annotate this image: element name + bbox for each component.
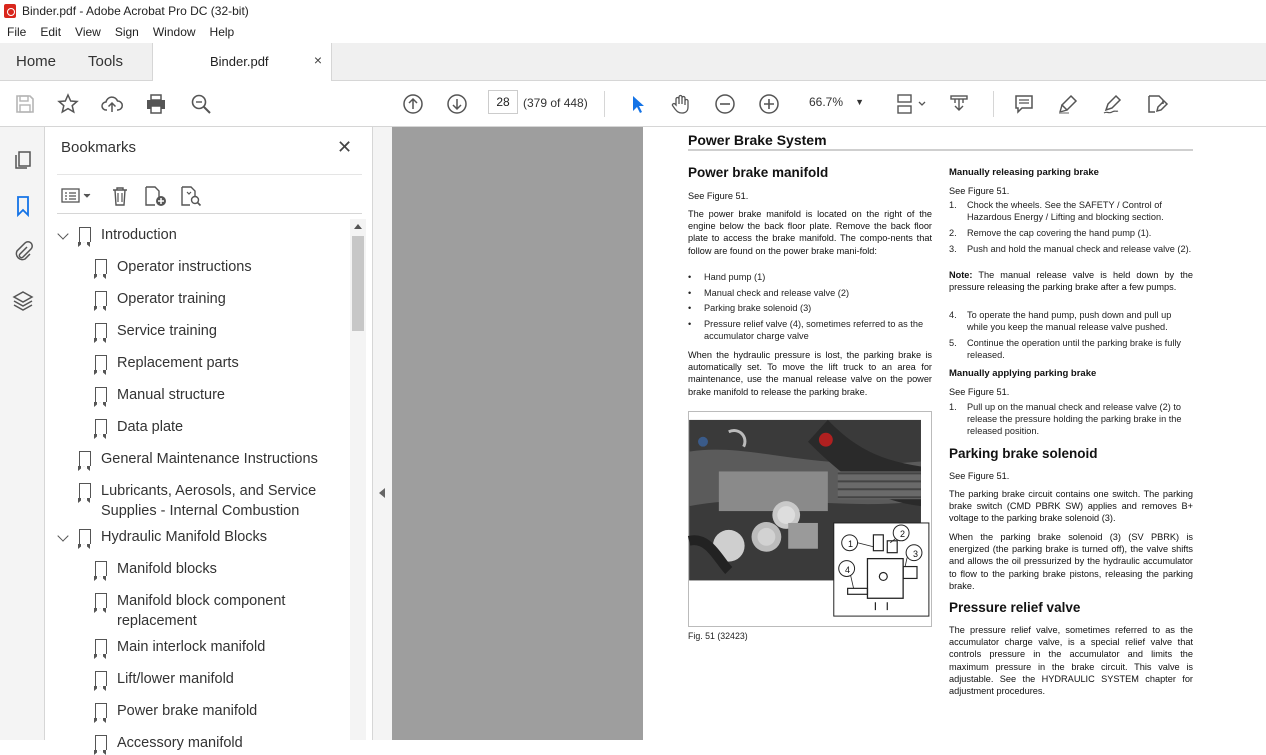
left-navigation-rail [0,127,45,740]
bookmarks-panel [45,127,373,751]
star-icon[interactable] [55,91,81,117]
bookmark-icon [95,703,107,718]
callout-3: 3 [913,549,919,559]
bookmark-label: Manifold blocks [117,561,217,577]
figure-caption: Fig. 51 (32423) [688,631,748,641]
bookmark-label: Power brake manifold [117,703,258,719]
callout-1: 1 [848,539,854,549]
step-item: 1. Chock the wheels. See the SAFETY / Control of Hazardous Energy / Lifting and blocking section. [949,200,1164,223]
attachments-icon[interactable] [10,239,36,265]
menu-sign[interactable]: Sign [114,25,139,39]
paragraph: The pressure relief valve, sometimes referred to as the accumulator charge valve, is a special relief valve that controls pressure in the accumulator and limits the maximum pressure in the brake circuit. This valve is adjustable. See the HYDRAULIC SYSTEM chapter for adjustment procedures. [949,625,1193,697]
bookmark-label: Data plate [117,419,184,435]
scroll-up-arrow-icon[interactable] [354,224,362,229]
section-rule [688,149,1193,151]
bookmark-label: Hydraulic Manifold Blocks [101,529,268,545]
zoom-level-select[interactable] [800,90,868,114]
bookmark-search-icon[interactable] [179,184,205,208]
save-icon[interactable] [12,91,38,117]
bookmark-label: Main interlock manifold [117,639,266,655]
bookmarks-panel-title: Bookmarks [61,139,137,156]
bookmark-label: Lubricants, Aerosols, and Service Supplies - Internal Combustion [101,483,317,519]
close-panel-icon[interactable]: ✕ [337,137,353,157]
bookmark-label: Accessory manifold [117,735,243,751]
chevron-down-icon: ▼ [855,97,864,107]
bookmark-label: Manifold block component replacement [117,593,286,629]
step-item: 1. Pull up on the manual check and release valve (2) to release the pressure holding the parking brake in the released position. [949,402,1182,437]
bookmark-icon [95,259,107,274]
bookmark-icon [79,227,91,242]
tab-document[interactable] [152,43,332,82]
zoom-level-value: 66.7% [809,95,844,109]
new-bookmark-icon[interactable] [143,184,169,208]
menu-edit[interactable]: Edit [40,25,62,39]
main-toolbar [0,81,1266,127]
heading-power-brake-manifold: Power brake manifold [688,165,829,180]
menu-bar [0,22,1266,42]
bookmark-label: Operator instructions [117,259,252,275]
panel-collapse-handle[interactable] [373,127,392,740]
bookmark-label: Manual structure [117,387,225,403]
step-item: 4. To operate the hand pump, push down and pull up while you keep the manual release valve pushed. [949,310,1172,333]
heading-pressure-relief-valve: Pressure relief valve [949,600,1081,615]
previous-page-icon[interactable] [400,91,426,117]
close-tab-icon[interactable]: × [313,52,322,68]
tab-home[interactable]: Home [16,53,57,70]
upload-cloud-icon[interactable] [99,91,125,117]
comment-icon[interactable] [1011,91,1037,117]
pdf-page: Power Brake System Power brake manifold See Figure 51. The power brake manifold is located on the right of the engine below the back floor plate. Remove the back floor plate to access the brake manifold. The compo-nents that follow are found on the power brake mani-fold: • Hand pump (1) • Manual check and release valve (2) • Parking brake solenoid (3) • Pressure relief valve (4), sometimes referred to as the accumulator charge valve When the hydraulic pressure is lost, the parking brake is automatically set. To move the lift truck to an area for maintenance, use the manual release valve on the power brake manifold to release the parking brake. 1 2 3 4 Fig. 51 (32423) Manually releasing parking brake See Figure 51. 1. Chock the wheels. See the SAFETY / Control of Hazardous Energy / Lifting and blocking section. 2. Remove the cap covering the hand pump (1). 3. Push and hold the manual check and release valve (2). Note: The manual release valve is held down by the pressure releasing the parking brake after a few pumps. 4. To operate the hand pump, push down and pull up while you keep the manual release valve pushed. 5. Continue the operation until the parking brake is fully released. Manually applying parking brake See Figure 51. 1. Pull up on the manual check and release valve (2) to release the pressure holding the parking brake in the released position. Parking brake solenoid See Figure 51. The parking brake circuit contains one switch. The parking brake switch (CMD PBRK SW) applies and removes B+ voltage to the parking brake solenoid (3). When the parking brake solenoid (3) (SV PBRK) is energized (the parking brake is turned off), the valve shifts and allows the oil pressurized by the hydraulic accumulator to flow to the parking brake pistons, releasing the parking brake. Pressure relief valve The pressure relief valve, sometimes referred to as the accumulator charge valve, is a special relief valve that controls pressure in the accumulator and limits the maximum pressure in the brake circuit. This valve is adjustable. See the HYDRAULIC SYSTEM chapter for adjustment procedures. [643,127,1266,740]
see-figure: See Figure 51. [949,186,1010,196]
hand-tool-icon[interactable] [668,91,694,117]
layers-icon[interactable] [10,287,36,313]
bookmark-icon [79,451,91,466]
document-view[interactable] [392,127,1266,740]
section-title: Power Brake System [688,132,827,148]
paragraph: When the hydraulic pressure is lost, the parking brake is automatically set. To move the lift truck to an area for maintenance, use the manual release valve on the power brake manifold to release the parking brake. [688,350,932,397]
menu-file[interactable]: File [7,25,27,39]
heading-manually-applying: Manually applying parking brake [949,368,1097,379]
bookmark-label: Replacement parts [117,355,239,371]
document-tab-label: Binder.pdf [210,54,269,69]
toolbar-divider [604,91,605,117]
see-figure: See Figure 51. [949,387,1010,397]
menu-window[interactable]: Window [152,25,196,39]
paragraph: The parking brake circuit contains one switch. The parking brake switch (CMD PBRK SW) applies and removes B+ voltage to the parking brake solenoid (3). [949,489,1193,524]
page-display-icon[interactable] [892,91,932,117]
page-thumbnails-icon[interactable] [10,147,36,173]
bookmark-label: Service training [117,323,217,339]
tab-bar [0,43,1266,81]
bookmark-icon [79,483,91,498]
bookmark-icon [95,323,107,338]
bookmark-icon [95,671,107,686]
bookmark-icon [95,561,107,576]
delete-bookmark-icon[interactable] [109,184,135,208]
zoom-out-icon[interactable] [712,91,738,117]
bookmark-icon [95,735,107,750]
toolbar-divider [993,91,994,117]
callout-4: 4 [845,565,851,575]
bookmark-icon [95,387,107,402]
bookmark-label: Operator training [117,291,226,307]
bookmark-icon [95,419,107,434]
chevron-down-icon[interactable] [57,228,68,239]
menu-view[interactable]: View [75,25,101,39]
select-cursor-icon[interactable] [624,91,650,117]
highlight-pen-icon[interactable] [1055,91,1081,117]
bookmark-icon [95,639,107,654]
figure-51-photo [688,411,932,627]
bookmark-label: General Maintenance Instructions [101,451,318,467]
window-title: Binder.pdf - Adobe Acrobat Pro DC (32-bit) [22,4,249,18]
bookmark-icon [95,355,107,370]
bookmark-icon [95,593,107,608]
bullet-item: • Pressure relief valve (4), sometimes referred to as the accumulator charge valve [688,319,924,342]
page-number-input[interactable]: 28 [488,90,518,114]
see-figure: See Figure 51. [949,471,1010,481]
zoom-search-icon[interactable] [188,91,214,117]
print-icon[interactable] [143,91,169,117]
collapse-arrow-icon[interactable] [379,488,385,498]
next-page-icon[interactable] [444,91,470,117]
bookmarks-toolbar [57,174,362,214]
tab-tools[interactable]: Tools [88,53,124,70]
bookmark-options-icon[interactable] [61,184,97,208]
bookmark-icon [95,291,107,306]
bookmarks-tree [45,220,355,751]
title-bar [0,0,1266,22]
step-item: 3. Push and hold the manual check and release valve (2). [949,244,1192,254]
bookmark-label: Introduction [101,227,177,243]
zoom-in-icon[interactable] [756,91,782,117]
page-count-label: (379 of 448) [523,96,588,110]
chevron-down-icon[interactable] [57,530,68,541]
see-figure: See Figure 51. [688,191,749,201]
sign-pen-icon[interactable] [1099,91,1125,117]
bookmark-label: Lift/lower manifold [117,671,234,687]
callout-2: 2 [900,529,906,539]
paragraph: When the parking brake solenoid (3) (SV PBRK) is energized (the parking brake is turned off), the valve shifts and allows the oil pressurized by the hydraulic accumulator to flow to the parking brake pistons, releasing the parking brake. [949,532,1193,591]
scrollbar-thumb[interactable] [352,236,364,331]
heading-parking-brake-solenoid: Parking brake solenoid [949,446,1098,461]
acrobat-app-icon [4,4,16,18]
heading-manually-releasing: Manually releasing parking brake [949,167,1099,178]
menu-help[interactable]: Help [209,25,235,39]
bookmarks-scrollbar[interactable] [350,219,366,740]
note-paragraph: Note: The manual release valve is held down by the pressure releasing the parking brake after a few pumps. [949,270,1193,293]
bookmarks-panel-icon[interactable] [10,193,36,219]
paragraph: The power brake manifold is located on the right of the engine below the back floor plate. Remove the back floor plate to access the brake manifold. The compo-nents that follow are found on the power brake mani-fold: [688,209,932,256]
fill-sign-icon[interactable] [1143,91,1169,117]
scroll-mode-icon[interactable] [946,91,972,117]
bookmark-icon [79,529,91,544]
step-item: 5. Continue the operation until the parking brake is fully released. [949,338,1181,361]
